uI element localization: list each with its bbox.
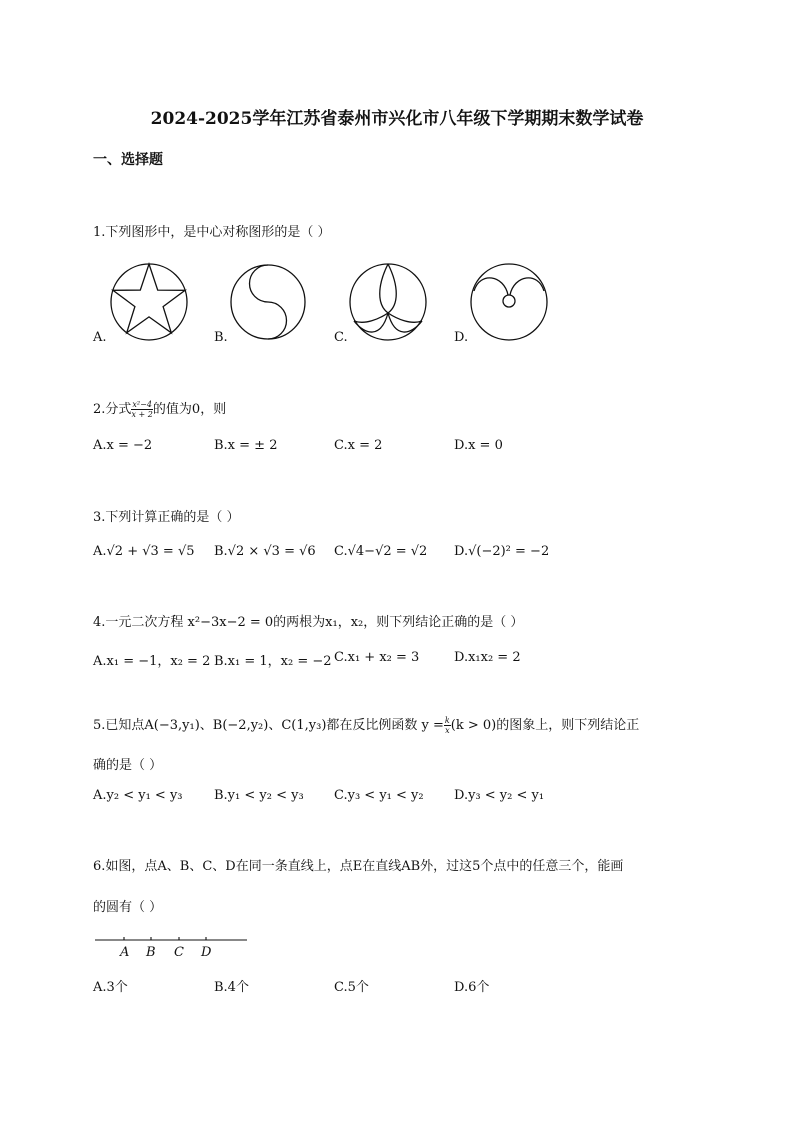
q1-option-d[interactable]: D. [454, 330, 469, 345]
q5-frac-numerator: k [444, 716, 450, 725]
q2-stem-pre: 2.分式 [93, 402, 132, 417]
question-6-stem: 6.如图，点A、B、C、D在同一条直线上，点E在直线AB外，过这5个点中的任意三个，能画 [93, 859, 624, 874]
label-a: A [120, 945, 130, 960]
q3-option-b[interactable]: B.√2 × √3 = √6 [214, 544, 316, 559]
q2-option-d[interactable]: D.x = 0 [454, 438, 503, 453]
question-2-stem [93, 398, 226, 419]
q2-fraction [131, 400, 153, 419]
label-d: D [201, 945, 212, 960]
label-b: B [146, 945, 156, 960]
section-heading: 一、选择题 [93, 152, 163, 168]
figure-1b-yin-yang-curve [228, 262, 308, 342]
q6-option-b[interactable]: B.4个 [214, 980, 249, 995]
q3-option-a[interactable]: A.√2 + √3 = √5 [93, 544, 195, 559]
q5-stem-post: (k > 0)的图象上，则下列结论正 [450, 718, 640, 733]
q5-option-a[interactable]: A.y₂ < y₁ < y₃ [93, 788, 183, 803]
question-6-stem-line2: 的圆有（ ） [93, 900, 163, 915]
q6-option-d[interactable]: D.6个 [454, 980, 490, 995]
q5-option-b[interactable]: B.y₁ < y₂ < y₃ [214, 788, 304, 803]
question-4-stem: 4.一元二次方程 x²−3x−2 = 0的两根为x₁，x₂，则下列结论正确的是（ ） [93, 615, 524, 630]
q2-frac-denominator: x + 2 [131, 410, 153, 419]
q4-option-c[interactable]: C.x₁ + x₂ = 3 [334, 650, 420, 665]
figure-1a-star-in-circle [108, 261, 190, 343]
figure-6-point-line [93, 932, 253, 962]
q5-option-d[interactable]: D.y₃ < y₂ < y₁ [454, 788, 545, 803]
q5-fraction [444, 716, 451, 735]
q1-option-b[interactable]: B. [214, 330, 228, 345]
question-3-stem: 3.下列计算正确的是（ ） [93, 510, 240, 525]
label-c: C [174, 945, 184, 960]
q2-stem-post: 的值为0，则 [152, 402, 227, 417]
question-5-stem [93, 714, 639, 735]
q5-frac-denominator: x [445, 726, 450, 735]
q2-option-a[interactable]: A.x = −2 [93, 438, 153, 453]
question-1-stem: 1.下列图形中，是中心对称图形的是（ ） [93, 225, 331, 240]
figure-1c-three-petal-circle [347, 261, 429, 343]
page-title: 2024-2025学年江苏省泰州市兴化市八年级下学期期末数学试卷 [150, 109, 644, 129]
q2-option-c[interactable]: C.x = 2 [334, 438, 383, 453]
q3-option-c[interactable]: C.√4−√2 = √2 [334, 544, 428, 559]
q5-stem-pre: 5.已知点A(−3,y₁)、B(−2,y₂)、C(1,y₃)都在反比例函数 y = [93, 718, 444, 733]
q1-option-a[interactable]: A. [93, 330, 107, 345]
q1-option-c[interactable]: C. [334, 330, 348, 345]
q4-option-d[interactable]: D.x₁x₂ = 2 [454, 650, 521, 665]
q6-option-c[interactable]: C.5个 [334, 980, 369, 995]
q4-option-a[interactable]: A.x₁ = −1，x₂ = 2 [93, 654, 211, 669]
question-5-stem-line2: 确的是（ ） [93, 758, 163, 773]
q2-frac-numerator: x²−4 [132, 400, 152, 409]
q2-option-b[interactable]: B.x = ± 2 [214, 438, 278, 453]
figure-1d-heart-in-circle [468, 261, 550, 343]
q3-option-d[interactable]: D.√(−2)² = −2 [454, 544, 550, 559]
q5-option-c[interactable]: C.y₃ < y₁ < y₂ [334, 788, 424, 803]
q4-option-b[interactable]: B.x₁ = 1，x₂ = −2 [214, 654, 332, 669]
q6-option-a[interactable]: A.3个 [93, 980, 128, 995]
